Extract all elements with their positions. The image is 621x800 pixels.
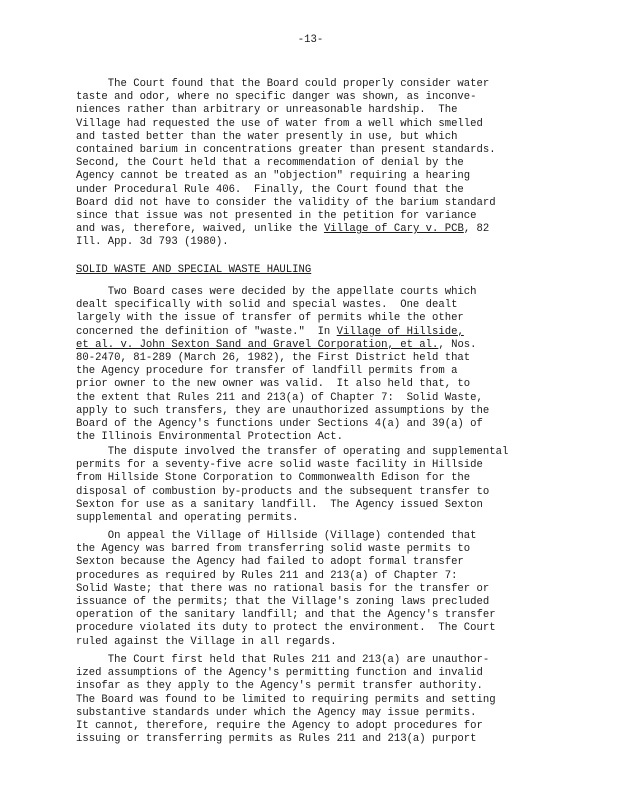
text-line: taste and odor, where no specific danger was shown, as inconve-	[76, 91, 477, 104]
text-line: issuance of the permits; that the Village's zoning laws precluded	[76, 595, 490, 608]
text-line: permits for a seventy-five acre solid waste facility in Hillside	[76, 459, 483, 472]
text-line: procedure violated its duty to protect the environment. The Court	[76, 622, 496, 635]
text-line: apply to such transfers, they are unauthorized assumptions by the	[76, 404, 490, 417]
text-line: ized assumptions of the Agency's permitting function and invalid	[76, 667, 483, 680]
text-line: The dispute involved the transfer of operating and supplemental	[76, 446, 509, 458]
page-number: -13-	[297, 34, 324, 46]
text-line: the extent that Rules 211 and 213(a) of Chapter 7: Solid Waste,	[76, 391, 483, 404]
heading-solid-waste: SOLID WASTE AND SPECIAL WASTE HAULING	[76, 264, 312, 276]
text-segment: concerned the definition of "waste." In	[76, 325, 337, 338]
text-line: Sexton because the Agency had failed to adopt formal transfer	[76, 556, 464, 569]
text-line: from Hillside Stone Corporation to Commonwealth Edison for the	[76, 472, 471, 485]
paragraph-permit-dispute	[76, 446, 576, 525]
text-line: It cannot, therefore, require the Agency to adopt procedures for	[76, 719, 483, 732]
text-segment: , 82	[463, 223, 490, 236]
text-line: The Court found that the Board could properly consider water	[76, 78, 490, 90]
text-line: Sexton for use as a sanitary landfill. The Agency issued Sexton	[76, 498, 483, 511]
text-line	[76, 326, 576, 339]
text-line: dealt specifically with solid and special wastes. One dealt	[76, 299, 458, 312]
text-line: Agency cannot be treated as an "objection" requiring a hearing	[76, 170, 471, 183]
paragraph-barium-variance	[76, 78, 576, 249]
text-segment: , Nos.	[438, 338, 477, 351]
text-line: the Agency procedure for transfer of landfill permits from a	[76, 365, 458, 378]
text-line: Ill. App. 3d 793 (1980).	[76, 236, 229, 249]
text-line: Second, the Court held that a recommendation of denial by the	[76, 157, 464, 170]
text-line: supplemental and operating permits.	[76, 511, 299, 524]
text-line: largely with the issue of transfer of permits while the other	[76, 312, 464, 325]
paragraph-hillside-case	[76, 286, 576, 444]
paragraph-court-holding	[76, 654, 576, 746]
text-line: The Court first held that Rules 211 and 213(a) are unauthor-	[76, 654, 490, 666]
text-line: the Illinois Environmental Protection Act.	[76, 431, 344, 444]
text-line	[76, 223, 576, 236]
text-line: prior owner to the new owner was valid. It also held that, to	[76, 378, 471, 391]
text-line: procedures as required by Rules 211 and 213(a) of Chapter 7:	[76, 569, 458, 582]
case-citation-hillside: Village of Hillside,	[336, 325, 464, 338]
text-line: operation of the sanitary landfill; and that the Agency's transfer	[76, 609, 496, 622]
text-line: niences rather than arbitrary or unreasonable hardship. The	[76, 104, 458, 117]
text-line: Solid Waste; that there was no rational basis for the transfer or	[76, 582, 490, 595]
text-line: ruled against the Village in all regards.	[76, 635, 337, 648]
text-segment: and was, therefore, waived, unlike the	[76, 223, 324, 236]
text-line: issuing or transferring permits as Rules 211 and 213(a) purport	[76, 733, 477, 746]
text-line: On appeal the Village of Hillside (Village) contended that	[76, 530, 477, 542]
text-line: insofar as they apply to the Agency's permit transfer authority.	[76, 680, 483, 693]
text-line: 80-2470, 81-289 (March 26, 1982), the First District held that	[76, 351, 471, 364]
text-line	[76, 339, 576, 352]
text-line: The Board was found to be limited to requiring permits and setting	[76, 693, 496, 706]
text-line: contained barium in concentrations greater than present standards.	[76, 143, 496, 156]
case-citation-sexton: et al. v. John Sexton Sand and Gravel Corporation, et al.	[76, 338, 439, 351]
text-line: Two Board cases were decided by the appellate courts which	[76, 286, 477, 298]
text-line: disposal of combustion by-products and the subsequent transfer to	[76, 485, 490, 498]
text-line: under Procedural Rule 406. Finally, the Court found that the	[76, 183, 464, 196]
text-line: the Agency was barred from transferring solid waste permits to	[76, 543, 471, 556]
case-citation-cary: Village of Cary v. PCB	[323, 223, 464, 236]
text-line: substantive standards under which the Agency may issue permits.	[76, 706, 477, 719]
text-line: since that issue was not presented in the petition for variance	[76, 209, 477, 222]
text-line: and tasted better than the water presently in use, but which	[76, 130, 458, 143]
text-line: Board did not have to consider the validity of the barium standard	[76, 196, 496, 209]
section-heading	[76, 264, 576, 277]
text-line: Board of the Agency's functions under Sections 4(a) and 39(a) of	[76, 417, 483, 430]
paragraph-village-appeal	[76, 530, 576, 649]
text-line: Village had requested the use of water from a well which smelled	[76, 117, 483, 130]
